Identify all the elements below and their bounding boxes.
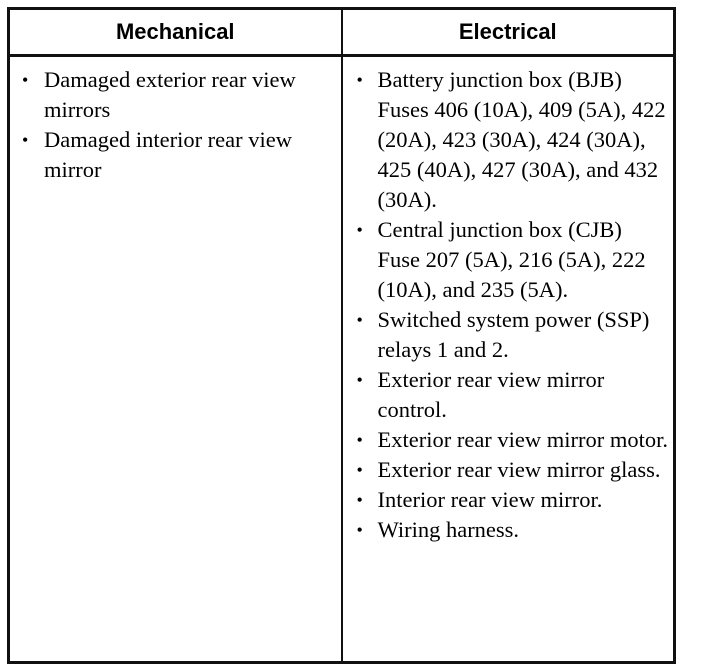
list-item: [347, 305, 670, 365]
mechanical-cell: [9, 56, 342, 663]
bullet-icon: •: [22, 70, 29, 90]
electrical-header: Electrical: [342, 9, 675, 56]
bullet-icon: •: [356, 460, 363, 480]
list-item: [347, 215, 670, 305]
list-item-text: Exterior rear view mirror control.: [377, 367, 605, 422]
list-item: [347, 485, 670, 515]
bullet-icon: •: [356, 310, 363, 330]
list-item: [347, 425, 670, 455]
bullet-icon: •: [356, 220, 363, 240]
list-item-text: Damaged exterior rear view mirrors: [44, 67, 296, 122]
table-header-row: [9, 9, 675, 56]
electrical-list: [347, 65, 670, 545]
list-item: [347, 455, 670, 485]
mechanical-header: Mechanical: [9, 9, 342, 56]
bullet-icon: •: [356, 430, 363, 450]
list-item-text: Exterior rear view mirror motor.: [377, 427, 669, 452]
bullet-icon: •: [356, 490, 363, 510]
bullet-icon: •: [356, 70, 363, 90]
list-item: [347, 365, 670, 425]
diagnosis-table: [7, 7, 676, 664]
mechanical-list: [14, 65, 337, 185]
list-item: [14, 65, 337, 125]
bullet-icon: •: [356, 370, 363, 390]
table-body-row: [9, 56, 675, 663]
list-item: [347, 65, 670, 215]
bullet-icon: •: [356, 520, 363, 540]
list-item-text: Interior rear view mirror.: [377, 487, 603, 512]
list-item: [347, 515, 670, 545]
list-item-text: Exterior rear view mirror glass.: [377, 457, 661, 482]
list-item-text: Damaged interior rear view mirror: [44, 127, 293, 182]
list-item-text: Battery junction box (BJB) Fuses 406 (10A), 409 (5A), 422 (20A), 423 (30A), 424 (30A), 425 (40A), 427 (30A), and 432 (30A).: [377, 67, 666, 212]
list-item-text: Switched system power (SSP) relays 1 and 2.: [377, 307, 650, 362]
list-item-text: Wiring harness.: [377, 517, 520, 542]
list-item-text: Central junction box (CJB) Fuse 207 (5A), 216 (5A), 222 (10A), and 235 (5A).: [377, 217, 646, 302]
bullet-icon: •: [22, 130, 29, 150]
electrical-cell: [342, 56, 675, 663]
list-item: [14, 125, 337, 185]
